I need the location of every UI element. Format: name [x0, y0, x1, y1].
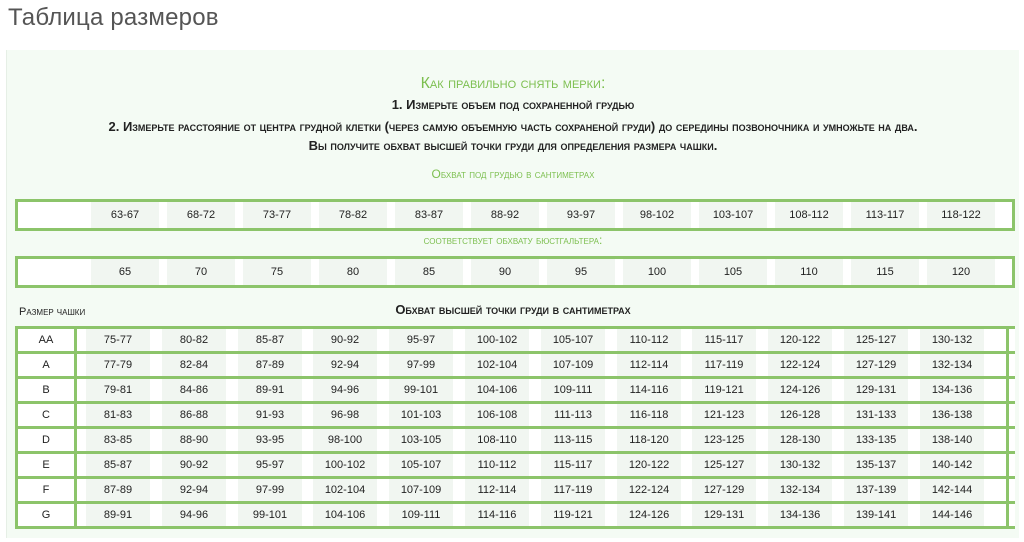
under-bust-cell: 93-97	[547, 202, 615, 228]
bust-range-cell: 90-92	[162, 454, 226, 476]
bust-range-cell: 132-134	[920, 354, 984, 376]
bust-range-cell: 87-89	[86, 479, 150, 501]
bust-range-cell: 92-94	[313, 354, 377, 376]
cup-size-table	[15, 326, 1015, 529]
table-row	[15, 454, 1015, 479]
bust-range-cell: 102-104	[465, 354, 529, 376]
bust-range-cell: 120-122	[617, 454, 681, 476]
bust-range-cell: 127-129	[692, 479, 756, 501]
bust-range-cell: 116-118	[617, 404, 681, 426]
bust-range-cell: 117-119	[692, 354, 756, 376]
bust-range-cell: 120-122	[768, 329, 832, 351]
bust-range-cell: 95-97	[389, 329, 453, 351]
bust-range-cell: 85-87	[238, 329, 302, 351]
cup-size-cell: AA	[18, 329, 77, 351]
band-size-cell: 110	[775, 259, 843, 285]
bust-range-cell: 96-98	[313, 404, 377, 426]
instruction-step-1: 1. Измерьте объем под сохраненной грудью	[391, 97, 635, 112]
bust-range-cell: 129-131	[844, 379, 908, 401]
page-title: Таблица размеров	[8, 4, 219, 31]
band-size-cell: 120	[927, 259, 995, 285]
under-bust-cell: 103-107	[699, 202, 767, 228]
bust-range-cell: 99-101	[389, 379, 453, 401]
bust-range-cell: 103-105	[389, 429, 453, 451]
bust-range-cell: 110-112	[617, 329, 681, 351]
band-size-cell: 70	[167, 259, 235, 285]
under-bust-cell: 98-102	[623, 202, 691, 228]
table-row	[15, 479, 1015, 504]
bust-range-cell: 142-144	[920, 479, 984, 501]
table-row	[15, 329, 1015, 354]
bust-range-cell: 109-111	[389, 504, 453, 526]
bust-range-cell: 87-89	[238, 354, 302, 376]
bust-range-cell: 106-108	[465, 404, 529, 426]
bust-range-cell: 137-139	[844, 479, 908, 501]
bust-range-cell: 105-107	[541, 329, 605, 351]
under-bust-cell: 83-87	[395, 202, 463, 228]
under-bust-row	[15, 199, 1015, 231]
bust-range-cell: 101-103	[389, 404, 453, 426]
bust-range-cell: 112-114	[617, 354, 681, 376]
bust-range-cell: 125-127	[692, 454, 756, 476]
bust-range-cell: 77-79	[86, 354, 150, 376]
bust-range-cell: 127-129	[844, 354, 908, 376]
bust-range-cell: 129-131	[692, 504, 756, 526]
table-row	[15, 354, 1015, 379]
band-size-cell: 105	[699, 259, 767, 285]
bust-range-cell: 83-85	[86, 429, 150, 451]
bust-range-cell: 89-91	[86, 504, 150, 526]
bust-range-cell: 82-84	[162, 354, 226, 376]
bust-range-cell: 81-83	[86, 404, 150, 426]
bust-range-cell: 94-96	[162, 504, 226, 526]
table-row	[15, 379, 1015, 404]
bust-range-cell: 138-140	[920, 429, 984, 451]
bust-range-cell: 121-123	[692, 404, 756, 426]
bust-range-cell: 97-99	[238, 479, 302, 501]
bust-range-cell: 130-132	[920, 329, 984, 351]
instruction-step-2: 2. Измерьте расстояние от центра грудной клетки (через самую объемную часть сохраненой груди) до середины позвоночника и умножьте на два.	[108, 119, 918, 134]
bust-range-cell: 114-116	[465, 504, 529, 526]
size-chart-panel	[6, 50, 1019, 538]
measure-instructions-title: Как правильно снять мерки:	[420, 75, 606, 92]
bust-range-cell: 115-117	[692, 329, 756, 351]
bust-range-cell: 134-136	[920, 379, 984, 401]
cup-size-cell: E	[18, 454, 77, 476]
bust-range-cell: 75-77	[86, 329, 150, 351]
bust-range-cell: 119-121	[692, 379, 756, 401]
bust-range-cell: 133-135	[844, 429, 908, 451]
under-bust-cell: 108-112	[775, 202, 843, 228]
bust-range-cell: 94-96	[313, 379, 377, 401]
bust-range-cell: 112-114	[465, 479, 529, 501]
band-size-row	[15, 256, 1015, 288]
bust-range-cell: 90-92	[313, 329, 377, 351]
under-bust-cell: 68-72	[167, 202, 235, 228]
bust-range-cell: 126-128	[768, 404, 832, 426]
bust-range-cell: 122-124	[617, 479, 681, 501]
cup-size-cell: C	[18, 404, 77, 426]
bust-range-cell: 92-94	[162, 479, 226, 501]
bust-range-cell: 130-132	[768, 454, 832, 476]
bust-range-cell: 119-121	[541, 504, 605, 526]
band-size-cell: 90	[471, 259, 539, 285]
under-bust-title: Обхват под грудью в сантиметрах	[431, 167, 595, 181]
band-size-cell: 75	[243, 259, 311, 285]
band-size-title: соответствует обхвату бюстгальтера:	[423, 233, 603, 247]
bust-range-cell: 107-109	[541, 354, 605, 376]
bust-range-cell: 100-102	[313, 454, 377, 476]
bust-range-cell: 109-111	[541, 379, 605, 401]
under-bust-cell: 88-92	[471, 202, 539, 228]
bust-range-cell: 105-107	[389, 454, 453, 476]
bust-range-cell: 99-101	[238, 504, 302, 526]
under-bust-cell: 63-67	[91, 202, 159, 228]
bust-range-cell: 102-104	[313, 479, 377, 501]
bust-range-cell: 89-91	[238, 379, 302, 401]
bust-range-cell: 136-138	[920, 404, 984, 426]
band-size-cell: 80	[319, 259, 387, 285]
cup-size-cell: B	[18, 379, 77, 401]
cup-size-cell: G	[18, 504, 77, 526]
band-size-cell: 85	[395, 259, 463, 285]
bust-range-cell: 124-126	[768, 379, 832, 401]
table-row	[15, 504, 1015, 529]
bust-range-cell: 95-97	[238, 454, 302, 476]
band-size-cell: 95	[547, 259, 615, 285]
cup-size-cell: F	[18, 479, 77, 501]
bust-range-cell: 111-113	[541, 404, 605, 426]
bust-range-cell: 123-125	[692, 429, 756, 451]
band-size-cell: 115	[851, 259, 919, 285]
under-bust-cell: 78-82	[319, 202, 387, 228]
table-row	[15, 429, 1015, 454]
bust-range-cell: 91-93	[238, 404, 302, 426]
bust-circumference-title: Обхват высшей точки груди в сантиметрах	[395, 302, 631, 317]
bust-range-cell: 135-137	[844, 454, 908, 476]
band-size-cell: 100	[623, 259, 691, 285]
bust-range-cell: 85-87	[86, 454, 150, 476]
cup-size-cell: D	[18, 429, 77, 451]
bust-range-cell: 144-146	[920, 504, 984, 526]
bust-range-cell: 128-130	[768, 429, 832, 451]
bust-range-cell: 110-112	[465, 454, 529, 476]
bust-range-cell: 114-116	[617, 379, 681, 401]
bust-range-cell: 88-90	[162, 429, 226, 451]
bust-range-cell: 122-124	[768, 354, 832, 376]
bust-range-cell: 134-136	[768, 504, 832, 526]
bust-range-cell: 104-106	[465, 379, 529, 401]
instruction-step-3: Вы получите обхват высшей точки груди для определения размера чашки.	[308, 138, 718, 153]
table-row	[15, 404, 1015, 429]
bust-range-cell: 124-126	[617, 504, 681, 526]
bust-range-cell: 139-141	[844, 504, 908, 526]
bust-range-cell: 115-117	[541, 454, 605, 476]
under-bust-cell: 118-122	[927, 202, 995, 228]
bust-range-cell: 98-100	[313, 429, 377, 451]
bust-range-cell: 100-102	[465, 329, 529, 351]
bust-range-cell: 97-99	[389, 354, 453, 376]
under-bust-cell: 73-77	[243, 202, 311, 228]
bust-range-cell: 118-120	[617, 429, 681, 451]
bust-range-cell: 140-142	[920, 454, 984, 476]
bust-range-cell: 117-119	[541, 479, 605, 501]
bust-range-cell: 125-127	[844, 329, 908, 351]
bust-range-cell: 131-133	[844, 404, 908, 426]
bust-range-cell: 104-106	[313, 504, 377, 526]
bust-range-cell: 84-86	[162, 379, 226, 401]
bust-range-cell: 108-110	[465, 429, 529, 451]
bust-range-cell: 113-115	[541, 429, 605, 451]
bust-range-cell: 107-109	[389, 479, 453, 501]
bust-range-cell: 80-82	[162, 329, 226, 351]
bust-range-cell: 79-81	[86, 379, 150, 401]
cup-size-label: Размер чашки	[19, 306, 86, 318]
under-bust-cell: 113-117	[851, 202, 919, 228]
bust-range-cell: 86-88	[162, 404, 226, 426]
bust-range-cell: 93-95	[238, 429, 302, 451]
band-size-cell: 65	[91, 259, 159, 285]
cup-size-cell: A	[18, 354, 77, 376]
bust-range-cell: 132-134	[768, 479, 832, 501]
